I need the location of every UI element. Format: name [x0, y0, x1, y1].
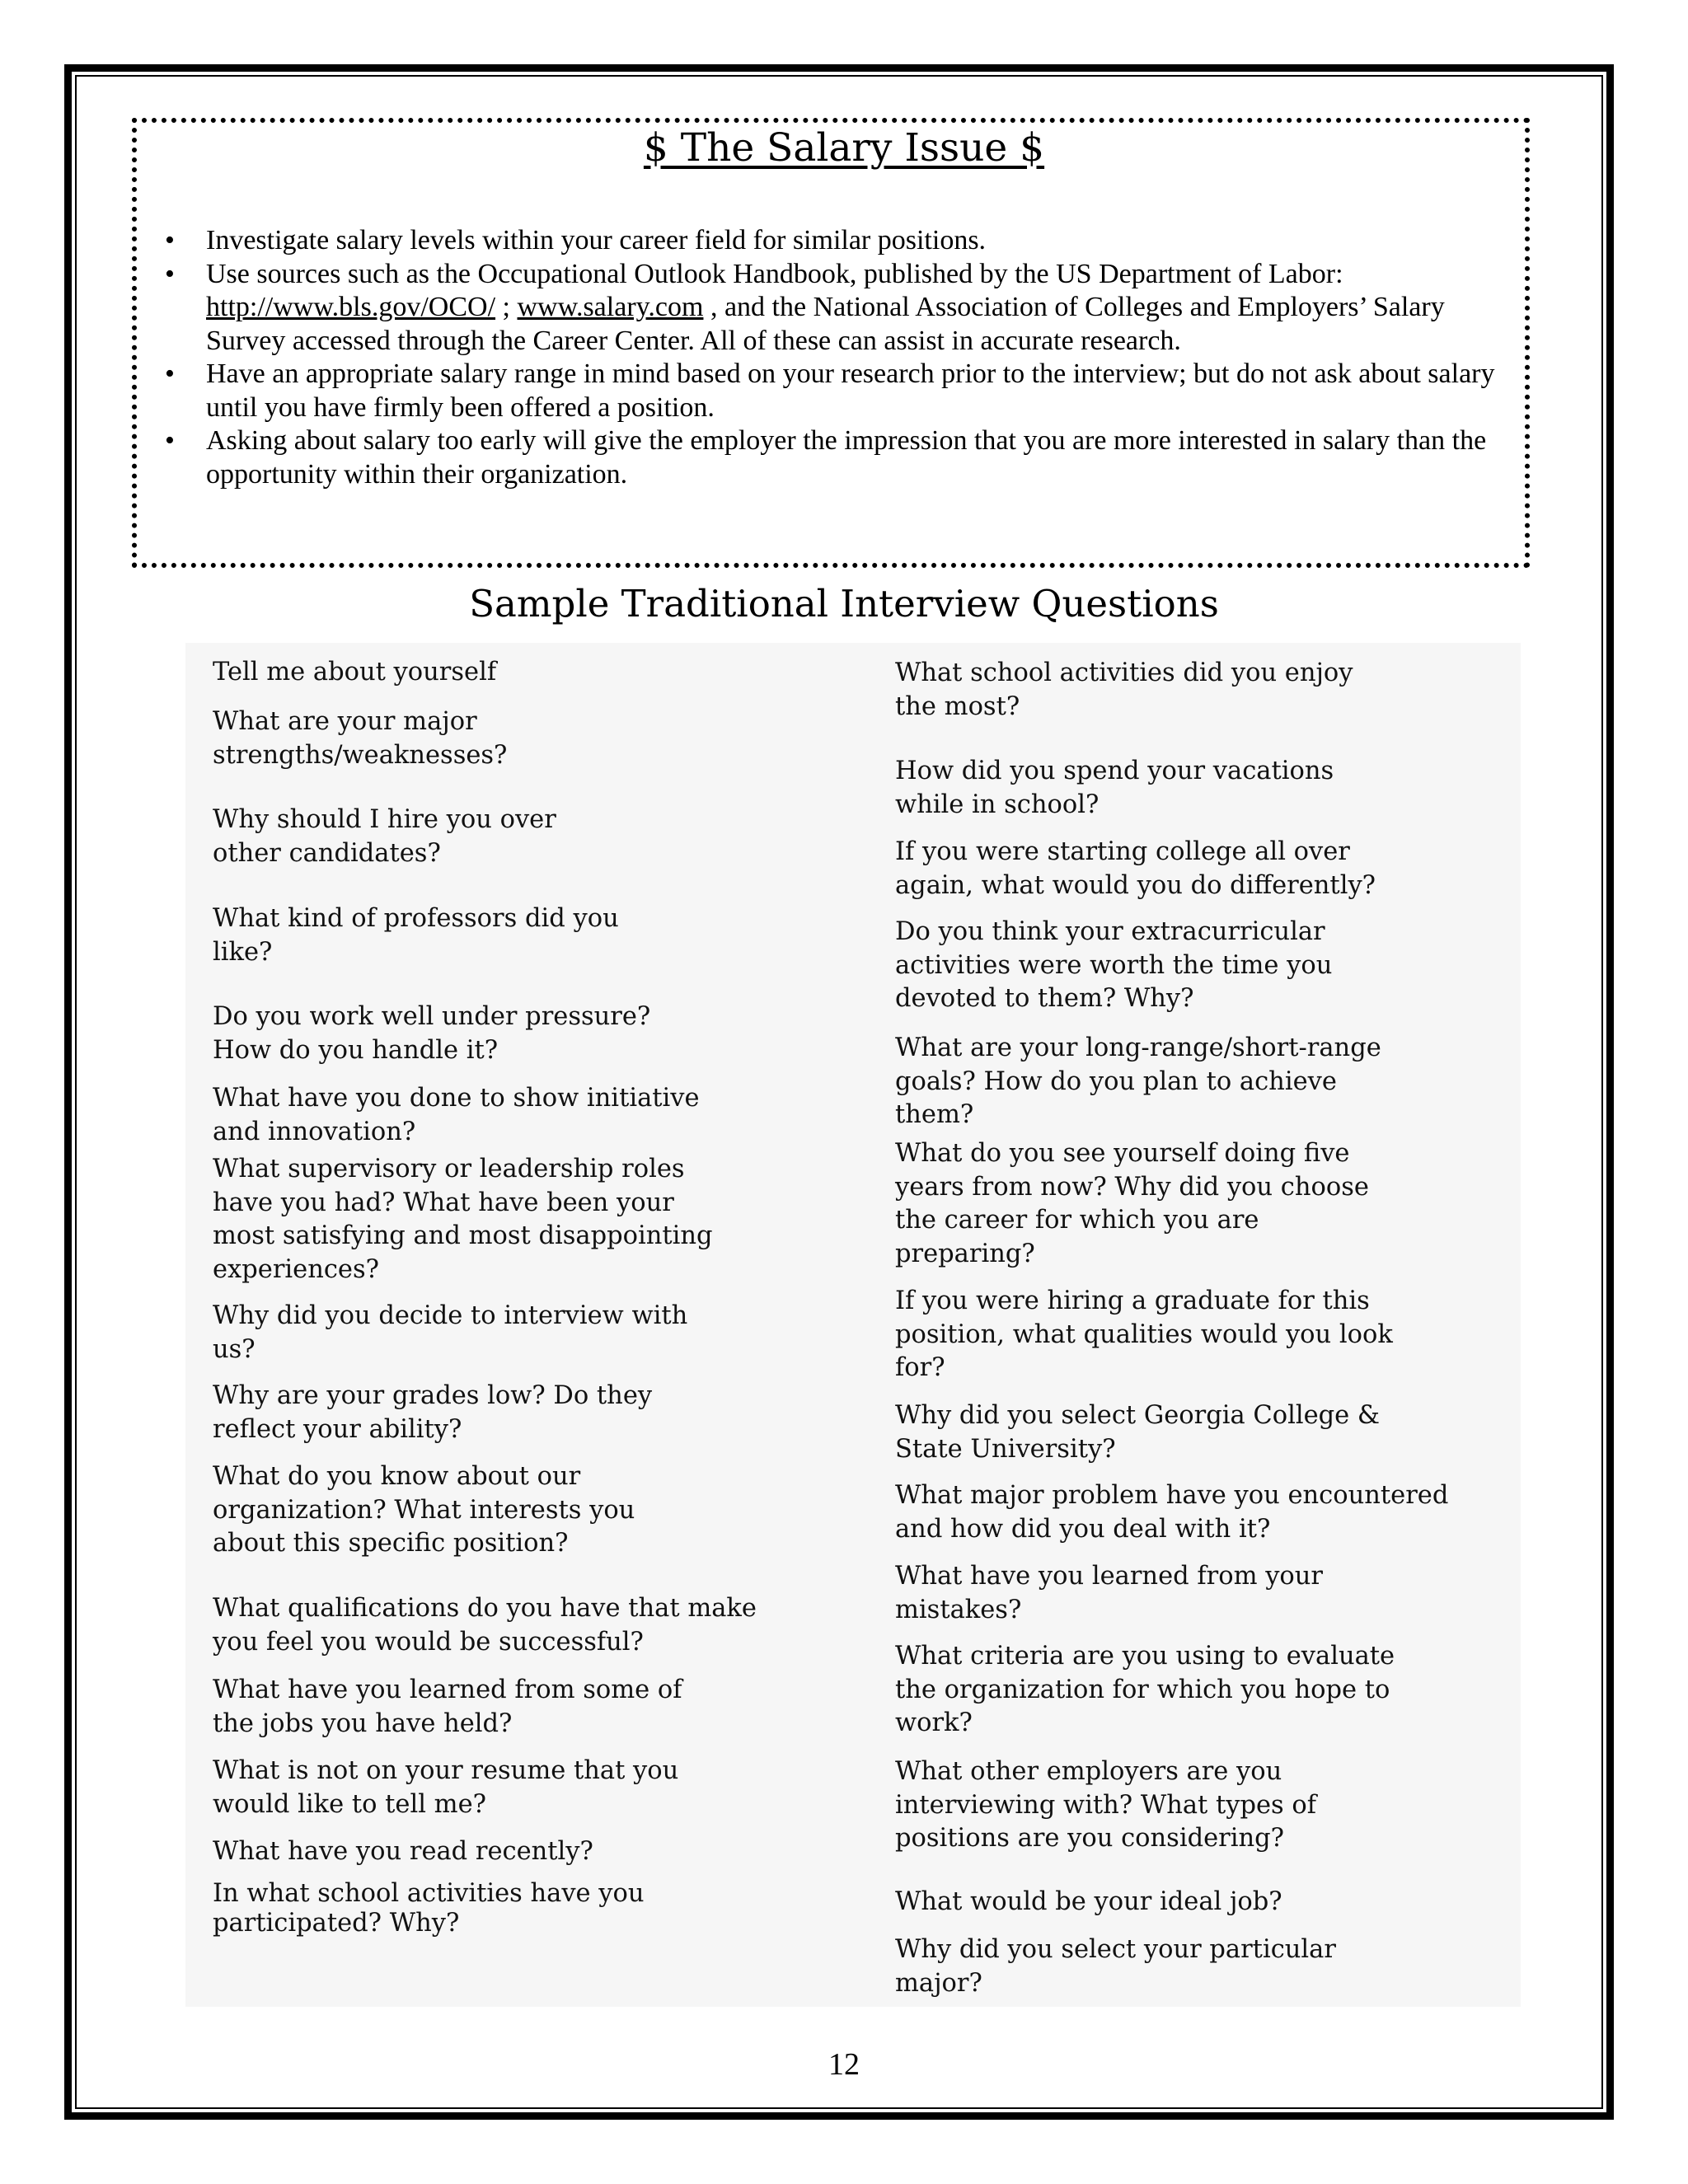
question-item: Why did you select your particular major? — [895, 1935, 1336, 1998]
question-item: What school activities did you enjoy the most? — [895, 658, 1353, 721]
question-item: What have you learned from some of the jobs you have held? — [213, 1675, 682, 1738]
question-item: What kind of professors did you like? — [213, 904, 619, 967]
bullet-icon: • — [165, 359, 175, 389]
salary-bullet-item — [165, 258, 1508, 359]
salary-bullet-text: , and the National Association of Colleges and Employers’ Salary Survey accessed through the Career Center. All of these can assist in accurate research. — [206, 292, 1445, 356]
question-item: In what school activities have you participated? Why? — [213, 1879, 645, 1938]
salary-bullet-item — [165, 358, 1508, 424]
question-item: What is not on your resume that you would like to tell me? — [213, 1756, 679, 1819]
questions-section-title: Sample Traditional Interview Questions — [469, 582, 1219, 626]
question-item: What have you done to show initiative and innovation? — [213, 1084, 700, 1146]
salary-section-title: $ The Salary Issue $ — [643, 125, 1045, 171]
question-item: Why did you select Georgia College & State University? — [895, 1401, 1381, 1464]
salary-bullet-text: Use sources such as the Occupational Outlook Handbook, published by the US Department of Labor: — [206, 258, 1343, 289]
question-item: What supervisory or leadership roles have you had? What have been your most satisfying and most disappointing experiences? — [213, 1155, 713, 1284]
source-link[interactable]: http://www.bls.gov/OCO/ — [206, 292, 496, 322]
bullet-icon: • — [165, 258, 175, 289]
question-item: What do you know about our organization? What interests you about this specific position? — [213, 1462, 635, 1558]
question-item: What major problem have you encountered and how did you deal with it? — [895, 1481, 1449, 1544]
salary-bullet-text: Asking about salary too early will give the employer the impression that you are more interested in salary than the opportunity within their organization. — [206, 425, 1487, 490]
salary-bullet-list — [165, 224, 1508, 491]
question-item: What other employers are you interviewing with? What types of positions are you considering? — [895, 1757, 1317, 1853]
question-item: Why did you decide to interview with us? — [213, 1301, 688, 1364]
salary-bullet-text: Investigate salary levels within your career field for similar positions. — [206, 225, 987, 255]
question-item: Tell me about yourself — [213, 658, 497, 687]
question-item: Do you think your extracurricular activities were worth the time you devoted to them? Why? — [895, 917, 1333, 1013]
salary-bullet-text: ; — [495, 292, 518, 322]
question-item: Why are your grades low? Do they reflect your ability? — [213, 1381, 653, 1444]
salary-bullet-item — [165, 424, 1508, 491]
salary-bullet-text: Have an appropriate salary range in mind based on your research prior to the interview; but do not ask about salary until you have firmly been offered a position. — [206, 359, 1495, 423]
question-item: Why should I hire you over other candidates? — [213, 805, 556, 868]
salary-bullet-item — [165, 224, 1508, 258]
question-item: What qualifications do you have that make you feel you would be successful? — [213, 1594, 757, 1657]
question-item: What criteria are you using to evaluate the organization for which you hope to work? — [895, 1642, 1395, 1737]
question-item: Do you work well under pressure? How do you handle it? — [213, 1002, 651, 1065]
question-item: How did you spend your vacations while in school? — [895, 757, 1334, 819]
source-link[interactable]: www.salary.com — [517, 292, 704, 322]
question-item: What have you learned from your mistakes? — [895, 1562, 1324, 1624]
question-item: If you were hiring a graduate for this position, what qualities would you look for? — [895, 1286, 1393, 1382]
question-item: What are your major strengths/weaknesses? — [213, 707, 508, 770]
page-number: 12 — [828, 2047, 860, 2082]
question-item: What have you read recently? — [213, 1837, 593, 1866]
question-item: If you were starting college all over again, what would you do differently? — [895, 837, 1376, 900]
bullet-icon: • — [165, 225, 175, 255]
question-item: What would be your ideal job? — [895, 1887, 1282, 1916]
question-item: What are your long-range/short-range goals? How do you plan to achieve them? — [895, 1033, 1381, 1129]
bullet-icon: • — [165, 425, 175, 456]
question-item: What do you see yourself doing five years from now? Why did you choose the career for which you are preparing? — [895, 1139, 1369, 1268]
